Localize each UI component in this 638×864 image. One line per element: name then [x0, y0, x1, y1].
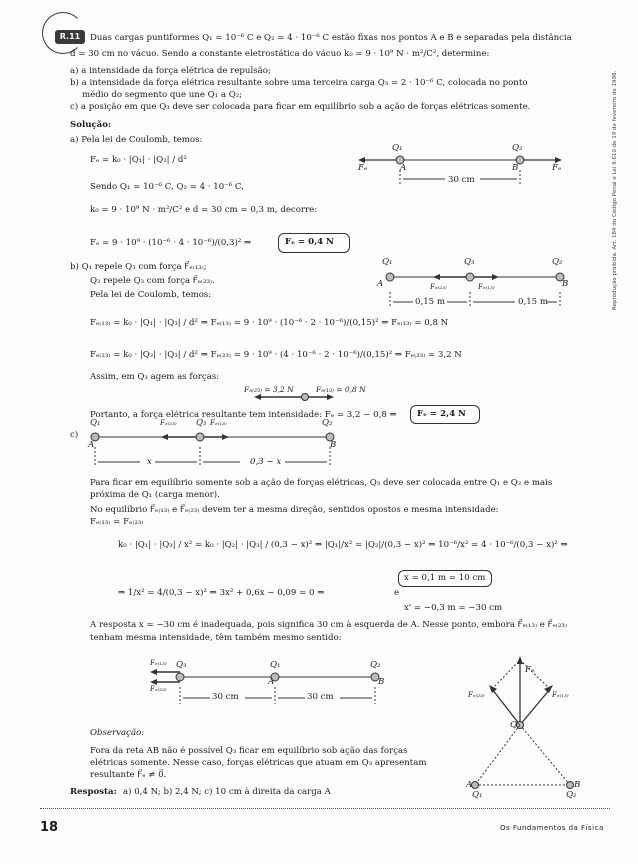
d5-q1-label: Q₁ [472, 790, 483, 800]
solution-heading: Solução: [70, 120, 112, 130]
problem-line-1: Duas cargas puntiformes Q₁ = 10⁻⁶ C e Q₂ = 4 · 10⁻⁶ C estão fixas nos pontos A e B e separadas pela distância [90, 33, 572, 43]
copyright-side-note: Reprodução proibida. Art. 184 do Código Penal e Lei 9.610 de 19 de fevereiro de 1998. [612, 70, 618, 310]
d4-dist-1: 30 cm [212, 692, 239, 702]
d5-f23-label: Fₑ₍₂₃₎ [468, 691, 485, 699]
d4-q3-label: Q₃ [176, 660, 187, 670]
book-title: Os Fundamentos da Física [500, 824, 604, 832]
calc-f23: Fₑ₍₂₃₎ = k₀ · |Q₂| · |Q₃| / d² ⇒ Fₑ₍₂₃₎ = 9 · 10⁹ · (4 · 10⁻⁶ · 2 · 10⁻⁶)/(0,15)² ⇒ Fₑ₍₂₃₎ = 3,2 N [90, 350, 462, 360]
calc-a: Fₑ = 9 · 10⁹ · (10⁻⁶ · 4 · 10⁻⁶)/(0,3)² ⇒ [90, 238, 252, 248]
answer-label: Resposta: [70, 787, 117, 797]
d5-q3-label: Q₃ [510, 720, 521, 730]
diagram-force-repulsion [355, 135, 575, 195]
d1-fe-left-label: Fₑ [358, 163, 368, 173]
solution-x2: x' = −0,3 m = −30 cm [404, 603, 503, 613]
d2-f23-label: Fₑ₍₂₃₎ [430, 283, 447, 291]
result-a: Fₑ = 0,4 N [285, 237, 334, 247]
item-b-2: médio do segmento que une Q₁ a Q₂; [82, 90, 243, 100]
d5-q2-label: Q₂ [566, 790, 577, 800]
given-values-1: Sendo Q₁ = 10⁻⁶ C, Q₂ = 4 · 10⁻⁶ C, [90, 182, 244, 192]
exercise-badge: R.11 [55, 30, 85, 44]
solution-b-2: Q₂ repele Q₃ com força F⃗ₑ₍₂₃₎. [90, 276, 215, 286]
problem-line-2: d = 30 cm no vácuo. Sendo a constante eletrostática do vácuo k₀ = 9 · 10⁹ N · m²/C², determine: [70, 49, 490, 59]
d2-b-label: B [562, 279, 569, 289]
force-left-label: Fₑ₍₂₃₎ = 3,2 N [244, 385, 294, 394]
solution-c-label: c) [70, 430, 79, 440]
solution-c-response-2: tenham mesma intensidade, têm também mesmo sentido: [90, 633, 342, 643]
observation-title: Observação: [90, 728, 145, 738]
d4-f23-label: Fₑ₍₂₃₎ [150, 685, 167, 693]
equation-c-2: ⇒ 1/x² = 4/(0,3 − x)² ⇒ 3x² + 0,6x − 0,09 = 0 ⇒ [118, 588, 325, 598]
force-right-label: Fₑ₍₁₃₎ = 0,8 N [316, 385, 366, 394]
observation-3: resultante F⃗ₑ ≠ 0⃗. [90, 770, 167, 780]
solution-c-4: Fₑ₍₁₃₎ = Fₑ₍₂₃₎ [90, 517, 144, 527]
d3-q2-label: Q₂ [322, 418, 333, 428]
d1-distance: 30 cm [448, 175, 475, 185]
d2-a-label: A [377, 279, 384, 289]
observation-2: elétricas somente. Nesse caso, forças elétricas que atuam em Q₃ apresentam [90, 758, 427, 768]
d5-b-label: B [574, 780, 581, 790]
d3-x-label: x [147, 457, 152, 467]
d3-f23-label: Fₑ₍₂₃₎ [160, 419, 177, 427]
solution-a-intro: a) Pela lei de Coulomb, temos: [70, 135, 203, 145]
d2-q1-label: Q₁ [382, 257, 393, 267]
d1-b-label: B [512, 163, 519, 173]
item-a: a) a intensidade da força elétrica de repulsão; [70, 66, 271, 76]
d4-f13-label: Fₑ₍₁₃₎ [150, 659, 167, 667]
d5-fe-label: Fₑ [525, 665, 535, 675]
page-number: 18 [40, 820, 59, 835]
solution-b-1: b) Q₁ repele Q₃ com força F⃗ₑ₍₁₃₎; [70, 262, 207, 272]
d3-q3-label: Q₃ [196, 418, 207, 428]
d3-rest-label: 0,3 − x [250, 457, 282, 467]
d2-q2-label: Q₂ [552, 257, 563, 267]
solution-and: e [394, 588, 400, 598]
d1-q1-label: Q₁ [392, 143, 403, 153]
d4-b-label: B [378, 677, 385, 687]
forces-intro: Assim, em Q₃ agem as forças: [90, 372, 220, 382]
solution-c-3: No equilíbrio F⃗ₑ₍₁₃₎ e F⃗ₑ₍₂₃₎ devem ter a mesma direção, sentidos opostos e mesma intensidade: [90, 505, 499, 515]
d2-q3-label: Q₃ [464, 257, 475, 267]
d4-a-label: A [268, 677, 275, 687]
equation-c-1: k₀ · |Q₁| · |Q₃| / x² = k₀ · |Q₂| · |Q₃| / (0,3 − x)² ⇒ |Q₁|/x² = |Q₂|/(0,3 − x)² ⇒ 10⁻⁶/x² = 4 · 10⁻⁶/(0,3 − x)² ⇒ [118, 540, 568, 550]
d1-fe-right-label: Fₑ [552, 163, 562, 173]
d3-f13-label: Fₑ₍₁₃₎ [210, 419, 227, 427]
item-c: c) a posição em que Q₃ deve ser colocada para ficar em equilíbrio sob a ação de forças elétricas somente. [70, 102, 531, 112]
answer-text: a) 0,4 N; b) 2,4 N; c) 10 cm à direita da carga A [123, 787, 331, 797]
d4-q1-label: Q₁ [270, 660, 281, 670]
item-b-1: b) a intensidade da força elétrica resultante sobre uma terceira carga Q₃ = 2 · 10⁻⁶ C, colocada no ponto [70, 78, 528, 88]
d5-a-label: A [466, 780, 473, 790]
footer-divider [40, 808, 610, 809]
d4-dist-2: 30 cm [307, 692, 334, 702]
d1-q2-label: Q₂ [512, 143, 523, 153]
result-b: Fₑ = 2,4 N [417, 409, 466, 419]
d3-b-label: B [330, 440, 337, 450]
d5-f13-label: Fₑ₍₁₃₎ [552, 691, 569, 699]
diagram-equilibrium [90, 422, 350, 472]
solution-c-2: próxima de Q₁ (carga menor). [90, 490, 220, 500]
d2-dist-2: 0,15 m [518, 297, 549, 307]
d1-a-label: A [400, 163, 407, 173]
d4-q2-label: Q₂ [370, 660, 381, 670]
coulomb-formula: Fₑ = k₀ · |Q₁| · |Q₂| / d² [90, 155, 187, 165]
d2-f13-label: Fₑ₍₁₃₎ [478, 283, 495, 291]
d3-a-label: A [88, 440, 95, 450]
observation-1: Fora da reta AB não é possível Q₃ ficar em equilíbrio sob ação das forças [90, 746, 408, 756]
d2-dist-1: 0,15 m [415, 297, 446, 307]
solution-b-3: Pela lei de Coulomb, temos: [90, 290, 212, 300]
total-force-text: Portanto, a força elétrica resultante tem intensidade: Fₑ = 3,2 − 0,8 ⇒ [90, 410, 397, 420]
solution-x1: x = 0,1 m = 10 cm [404, 573, 486, 583]
d3-q1-label: Q₁ [90, 418, 101, 428]
solution-c-1: Para ficar em equilíbrio somente sob a ação de forças elétricas, Q₃ deve ser colocada entre Q₁ e Q₂ e mais [90, 478, 553, 488]
solution-c-response-1: A resposta x = −30 cm é inadequada, pois significa 30 cm à esquerda de A. Nesse ponto, embora F⃗ₑ₍₁₃₎ e F⃗ₑ₍₂₃₎ [90, 620, 567, 630]
given-values-2: k₀ = 9 · 10⁹ N · m²/C² e d = 30 cm = 0,3 m, decorre: [90, 205, 318, 215]
calc-f13: Fₑ₍₁₃₎ = k₀ · |Q₁| · |Q₃| / d² ⇒ Fₑ₍₁₃₎ = 9 · 10⁹ · (10⁻⁶ · 2 · 10⁻⁶)/(0,15)² ⇒ Fₑ₍₁₃₎ = 0,8 N [90, 318, 449, 328]
